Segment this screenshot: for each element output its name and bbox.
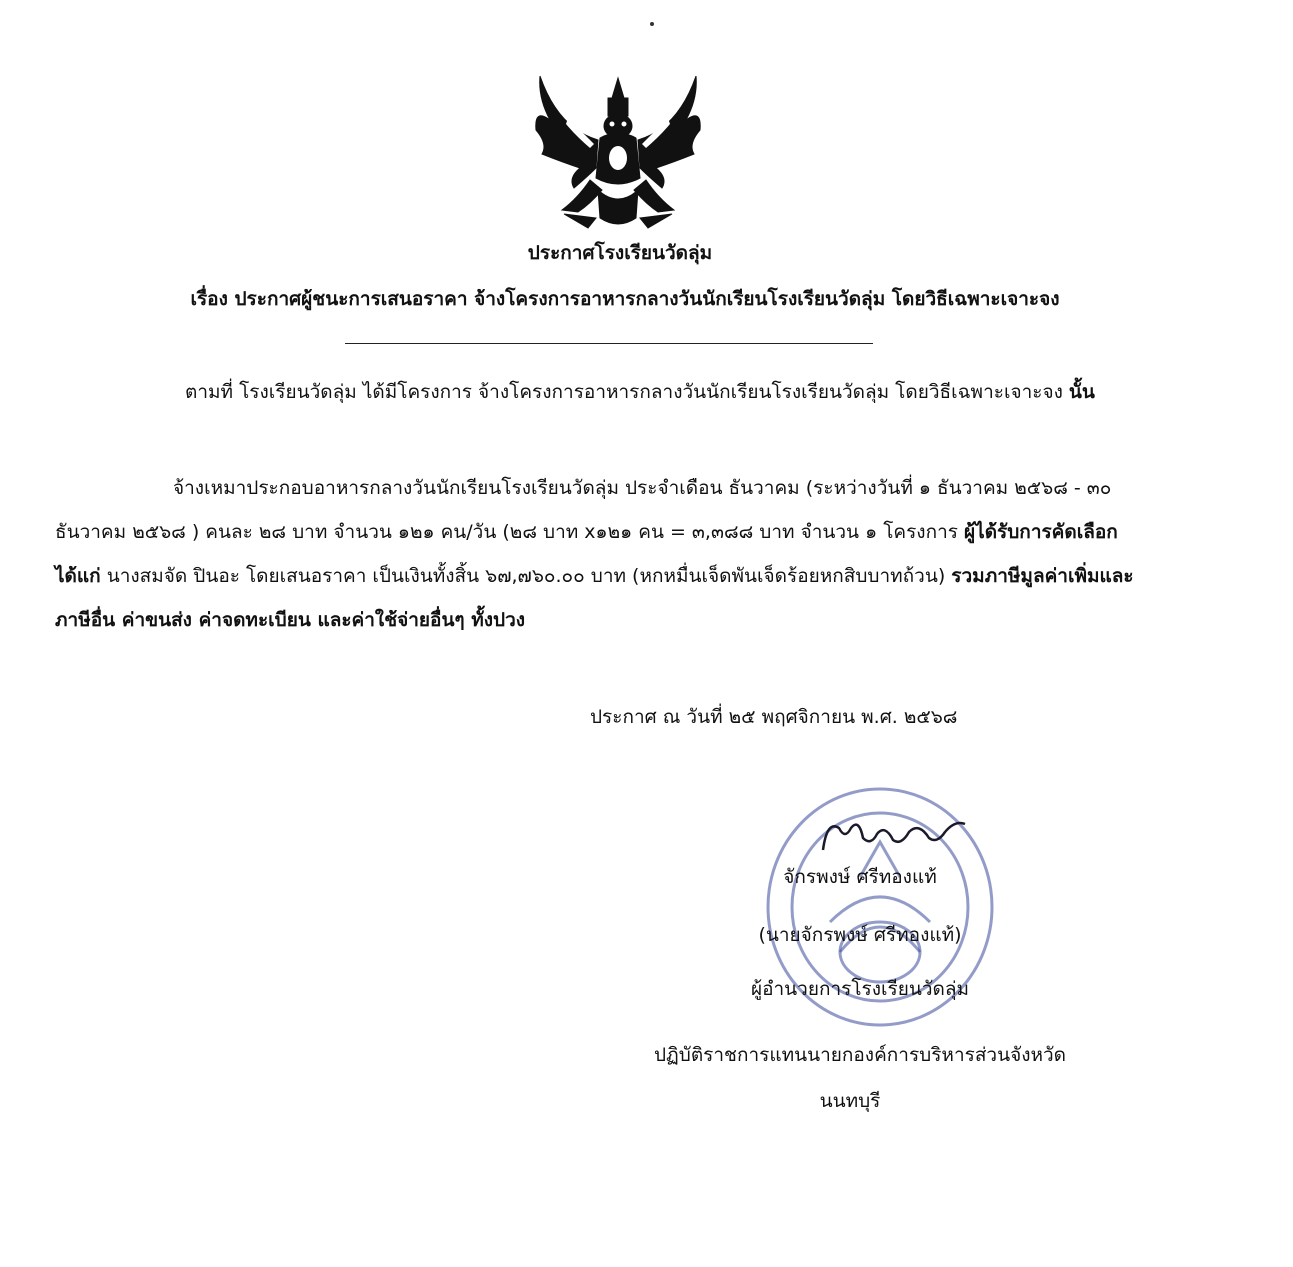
signer-province: นนทบุรี (819, 1090, 881, 1112)
speck (650, 22, 654, 26)
document-title: ประกาศโรงเรียนวัดลุ่ม (527, 242, 713, 264)
award-details: จ้างเหมาประกอบอาหารกลางวันนักเรียนโรงเรียนวัดลุ่ม ประจำเดือน ธันวาคม (ระหว่างวันที่ ๑ ธันวาคม ๒๕๖๘ - ๓๐ ธันวาคม ๒๕๖๘ ) คนละ ๒๘ บาท จำนวน ๑๒๑ คน/วัน (๒๘ บาท x๑๒๑ คน = ๓,๓๘๘ บาท จำนวน ๑ โครงการ (55, 477, 1112, 543)
paragraph-award (55, 466, 1160, 642)
inclusions-text: รวมภาษีมูลค่าเพิ่มและภาษีอื่น ค่าขนส่ง ค่าจดทะเบียน และค่าใช้จ่ายอื่นๆ ทั้งปวง (55, 565, 1134, 631)
announcement-date: ประกาศ ณ วันที่ ๒๕ พฤศจิกายน พ.ศ. ๒๕๖๘ (590, 706, 958, 728)
winner-and-price: นางสมจัด ปินอะ โดยเสนอราคา เป็นเงินทั้งสิ้น ๖๗,๗๖๐.๐๐ บาท (หกหมื่นเจ็ดพันเจ็ดร้อยหกสิบบาทถ้วน) (106, 565, 946, 587)
document-subject: เรื่อง ประกาศผู้ชนะการเสนอราคา จ้างโครงการอาหารกลางวันนักเรียนโรงเรียนวัดลุ่ม โดยวิธีเฉพาะเจาะจง (190, 288, 1060, 310)
title-divider (345, 343, 873, 344)
garuda-emblem-icon (528, 58, 708, 236)
intro-emphasis: นั้น (1068, 381, 1095, 403)
signer-acting-role: ปฏิบัติราชการแทนนายกองค์การบริหารส่วนจังหวัด (653, 1044, 1067, 1066)
signer-name: จักรพงษ์ ศรีทองแท้ (783, 866, 937, 888)
signer-full-name: (นายจักรพงษ์ ศรีทองแท้) (758, 924, 962, 946)
handwritten-signature-icon (815, 810, 975, 860)
selected-label: ผู้ได้รับการคัดเลือก ได้แก่ (55, 521, 1118, 587)
signer-position: ผู้อำนวยการโรงเรียนวัดลุ่ม (750, 978, 970, 1000)
paragraph-intro (55, 370, 1155, 414)
intro-text: ตามที่ โรงเรียนวัดลุ่ม ได้มีโครงการ จ้างโครงการอาหารกลางวันนักเรียนโรงเรียนวัดลุ่ม โดยวิธีเฉพาะเจาะจง (185, 381, 1063, 403)
